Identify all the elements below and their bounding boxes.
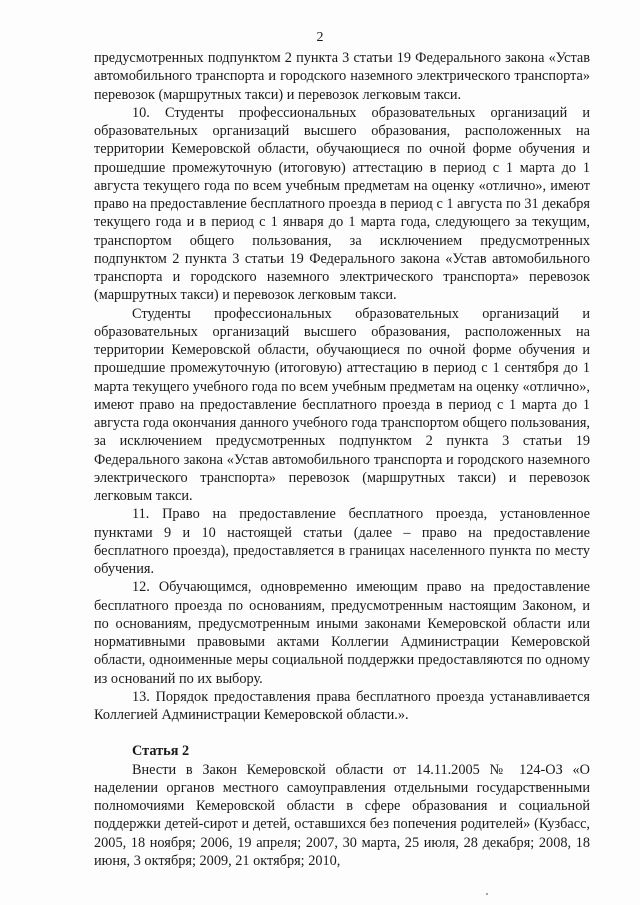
article-heading: Статья 2 [132,743,190,760]
scan-speck [486,893,488,895]
paragraph-item-12: 12. Обучающимся, одновременно имеющим право на предоставление бесплатного проезда по основаниям, предусмотренным настоящим Законом, и по основаниям, предусмотренным иными законами Кемеровской области или нормативными правовыми актами Коллегии Администрации Кемеровской области, одноименные меры социальной поддержки предоставляются по одному из оснований по их выбору. [94,579,590,687]
page-number: 2 [316,30,324,45]
paragraph-item-10: 10. Студенты профессиональных образовательных организаций и образовательных организаций высшего образования, расположенных на территории Кемеровской области, обучающиеся по очной форме обучения и прошедшие промежуточную (итоговую) аттестацию в период с 1 марта до 1 августа текущего года по всем учебным предметам на оценку «отлично», имеют право на предоставление бесплатного проезда в период с 1 августа по 31 декабря текущего года и в период с 1 января до 1 марта года, следующего за текущим, транспортом общего пользования, за исключением предусмотренных подпунктом 2 пункта 3 статьи 19 Федерального закона «Устав автомобильного транспорта и городского наземного электрического транспорта» перевозок (маршрутных такси) и перевозок легковым такси. [94,104,590,304]
paragraph-item-13: 13. Порядок предоставления права бесплатного проезда устанавливается Коллегией Администрации Кемеровской области.». [94,688,590,723]
paragraph-students: Студенты профессиональных образовательных организаций и образовательных организаций высшего образования, расположенных на территории Кемеровской области, обучающиеся по очной форме обучения и прошедшие промежуточную (итоговую) аттестацию в период с 1 сентября до 1 марта текущего учебного года по всем учебным предметам на оценку «отлично», имеют право на предоставление бесплатного проезда в период с 1 марта до 1 августа года окончания данного учебного года транспортом общего пользования, за исключением предусмотренных подпунктом 2 пункта 3 статьи 19 Федерального закона «Устав автомобильного транспорта и городского наземного электрического транспорта» перевозок (маршрутных такси) и перевозок легковым такси. [94,305,590,504]
paragraph-article-2: Внести в Закон Кемеровской области от 14.11.2005 № 124-ОЗ «О наделении органов местного самоуправления отдельными государственными полномочиями Кемеровской области в сфере образования и социальной поддержки детей-сирот и детей, оставшихся без попечения родителей» (Кузбасс, 2005, 18 ноября; 2006, 19 апреля; 2007, 30 марта, 25 июля, 28 декабря; 2008, 18 июня, 3 октября; 2009, 21 октября; 2010, [94,761,590,869]
paragraph-continuation: предусмотренных подпунктом 2 пункта 3 статьи 19 Федерального закона «Устав автомобильного транспорта и городского наземного электрического транспорта» перевозок (маршрутных такси) и перевозок легковым такси. [94,50,590,103]
paragraph-item-11: 11. Право на предоставление бесплатного проезда, установленное пунктами 9 и 10 настоящей статьи (далее – право на предоставление бесплатного проезда), предоставляется в границах населенного пункта по месту обучения. [94,506,590,577]
document-body [94,49,590,870]
